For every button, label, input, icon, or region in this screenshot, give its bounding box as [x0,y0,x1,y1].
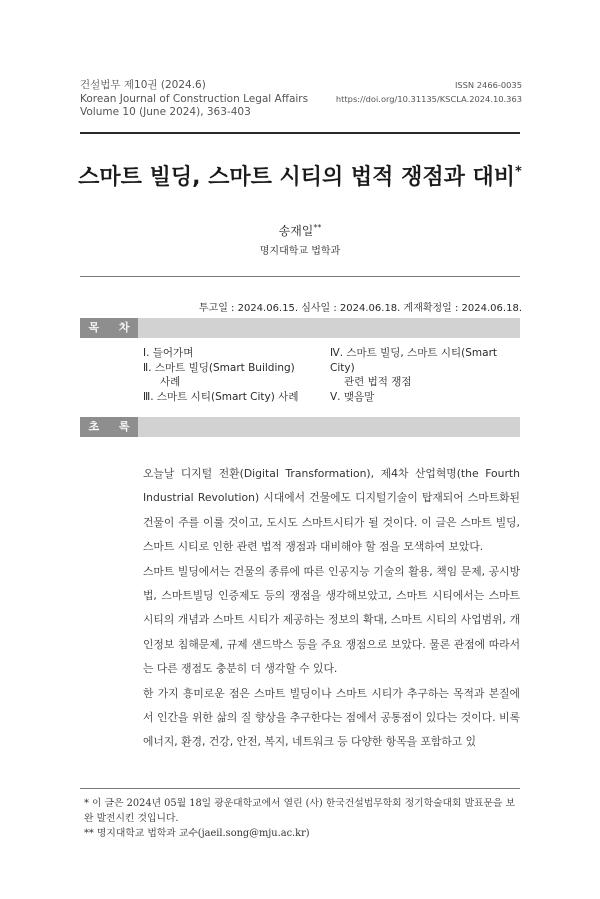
abstract-label: 초 록 [80,417,138,437]
toc-item-2[interactable]: Ⅱ. 스마트 빌딩(Smart Building) [143,361,295,374]
paper-title-text: 스마트 빌딩, 스마트 시티의 법적 쟁점과 대비 [78,165,516,190]
submission-dates: 투고일 : 2024.06.15. 심사일 : 2024.06.18. 게재확정일 : 2024.06.18. [198,303,522,314]
toc-item-4-cont[interactable]: 관련 법적 쟁점 [344,376,412,388]
footnote-1 [84,796,520,826]
author-rule [80,276,520,277]
abstract-body [143,462,520,755]
footnote-2 [84,826,520,841]
journal-info [80,79,308,120]
footnote-mark: ** [84,828,94,839]
toc-item-5[interactable]: Ⅴ. 맺음말 [330,390,375,403]
paper-title [0,160,600,191]
toc-item-2-cont[interactable]: 사례 [160,376,181,388]
footnote-mark: * [84,798,89,809]
toc-right-column [330,346,520,404]
toc-item-1[interactable]: Ⅰ. 들어가며 [143,347,194,359]
author-footnote-mark: ** [313,223,322,232]
author [0,222,600,239]
issn: ISSN 2466-0035 [454,80,522,90]
abstract-paragraph: 스마트 빌딩에서는 건물의 종류에 따른 인공지능 기술의 활용, 책임 문제, 공시방법, 스마트빌딩 인증제도 등의 쟁점을 생각해보았고, 스마트 시티에서는 스마트 시티의 개념과 스마트 시티가 제공하는 정보의 확대, 스마트 시티의 사업범위, 개인정보 침해문제, 규제 샌드박스 등을 주요 쟁점으로 보았다. 물론 관점에 따라서는 다른 쟁점도 충분히 더 생각할 수 있다. [143,564,520,676]
author-name: 송재일 [278,224,314,238]
journal-ids [336,79,522,106]
toc-header-bar [80,318,520,338]
footnote-text: 이 글은 2024년 05월 18일 광운대학교에서 열린 (사) 한국건설법무학회 정기학술대회 발표문을 보완 발전시킨 것입니다. [84,798,516,824]
footnote-rule [80,788,520,789]
header-rule [80,132,520,134]
abstract-header-bar [80,417,520,437]
toc-item-3[interactable]: Ⅲ. 스마트 시티(Smart City) 사례 [143,390,299,403]
doi-link[interactable]: https://doi.org/10.31135/KSCLA.2024.10.363 [335,93,522,104]
abstract-paragraph: 오늘날 디지털 전환(Digital Transformation), 제4차 산업혁명(the Fourth Industrial Revolution) 시대에서 건물에도 디지털기술이 탑재되어 스마트화된 건물이 주를 이룰 것이고, 도시도 스마트시티가 될 것이다. 이 글은 스마트 빌딩, 스마트 시티로 인한 관련 법적 쟁점과 대비해야 할 점을 모색하여 보았다. [143,467,520,554]
footnote-text: 명지대학교 법학과 교수(jaeil.song@mju.ac.kr) [96,828,310,839]
toc-label: 목 차 [80,318,138,338]
author-affiliation: 명지대학교 법학과 [259,246,341,257]
journal-name-en: Korean Journal of Construction Legal Affairs [80,92,309,105]
journal-name-ko: 건설법무 제10권 (2024.6) [80,79,206,91]
footnotes [84,796,520,841]
toc-left-column [143,346,323,404]
toc-item-4[interactable]: Ⅳ. 스마트 빌딩, 스마트 시티(Smart City) [330,347,498,374]
journal-volume: Volume 10 (June 2024), 363-403 [80,106,251,118]
abstract-paragraph: 한 가지 흥미로운 점은 스마트 빌딩이나 스마트 시티가 추구하는 목적과 본질에서 인간을 위한 삶의 질 향상을 추구한다는 점에서 공통점이 있다는 것이다. 비록 에너지, 환경, 건강, 안전, 복지, 네트워크 등 다양한 항목을 포함하고 있 [143,686,520,749]
title-footnote-mark: * [515,164,522,180]
